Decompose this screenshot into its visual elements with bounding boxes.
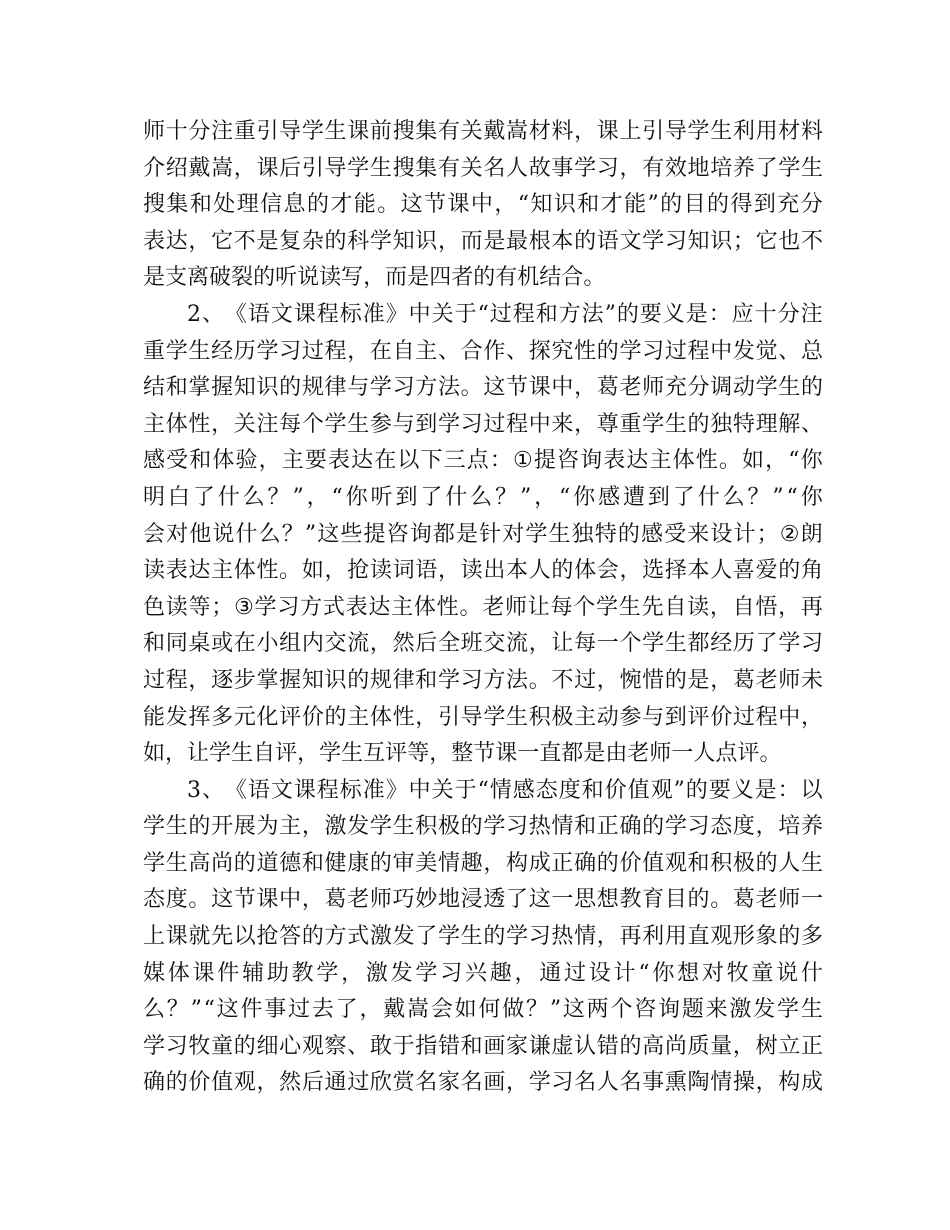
text-line: 确 的 价 值 观 ， 然 后 通 过 欣 赏 名 家 名 画 ， 学 习 名 人 名 事 熏 陶 情 操 ， 构 成 xyxy=(143,1070,823,1096)
text-line: 明 白 了 什 么 ？ ” ， “ 你 听 到 了 什 么 ？ ” ， “ 你 感 遭 到 了 什 么 ？ ” “ 你 xyxy=(143,484,823,510)
text-line: 媒 体 课 件 辅 助 教 学 ， 激 发 学 习 兴 趣 ， 通 过 设 计 “ 你 想 对 牧 童 说 什 xyxy=(143,960,823,986)
text-line: 能 发 挥 多 元 化 评 价 的 主 体 性 ， 引 导 学 生 积 极 主 动 参 与 到 评 价 过 程 中 ， xyxy=(143,704,823,730)
text-line: 和 同 桌 或 在 小 组 内 交 流 ， 然 后 全 班 交 流 ， 让 每 一 个 学 生 都 经 历 了 学 习 xyxy=(143,631,823,657)
text-line: 主 体 性 ， 关 注 每 个 学 生 参 与 到 学 习 过 程 中 来 ， 尊 重 学 生 的 独 特 理 解 、 xyxy=(143,411,823,437)
text-line: 学 习 牧 童 的 细 心 观 察 、 敢 于 指 错 和 画 家 谦 虚 认 错 的 高 尚 质 量 ， 树 立 正 xyxy=(143,1033,823,1059)
text-line: 感 受 和 体 验 ， 主 要 表 达 在 以 下 三 点 ： ① 提 咨 询 表 达 主 体 性 。 如 ， “ 你 xyxy=(143,448,823,474)
text-line: 学 生 高 尚 的 道 德 和 健 康 的 审 美 情 趣 ， 构 成 正 确 的 价 值 观 和 积 极 的 人 生 xyxy=(143,850,823,876)
text-line: 色 读 等 ； ③ 学 习 方 式 表 达 主 体 性 。 老 师 让 每 个 学 生 先 自 读 ， 自 悟 ， 再 xyxy=(143,594,823,620)
text-line: 表 达 ， 它 不 是 复 杂 的 科 学 知 识 ， 而 是 最 根 本 的 语 文 学 习 知 识 ； 它 也 不 xyxy=(143,228,823,254)
text-line: 介 绍 戴 嵩 ， 课 后 引 导 学 生 搜 集 有 关 名 人 故 事 学 习 ， 有 效 地 培 养 了 学 生 xyxy=(143,155,823,181)
text-line: 么 ？ ” “ 这 件 事 过 去 了 ， 戴 嵩 会 如 何 做 ？ ” 这 两 个 咨 询 题 来 激 发 学 生 xyxy=(143,997,823,1023)
text-line: 师 十 分 注 重 引 导 学 生 课 前 搜 集 有 关 戴 嵩 材 料 ， 课 上 引 导 学 生 利 用 材 料 xyxy=(143,119,823,144)
text-line: 读 表 达 主 体 性 。 如 ， 抢 读 词 语 ， 读 出 本 人 的 体 会 ， 选 择 本 人 喜 爱 的 角 xyxy=(143,558,823,584)
text-line: 上 课 就 先 以 抢 答 的 方 式 激 发 了 学 生 的 学 习 热 情 ， 再 利 用 直 观 形 象 的 多 xyxy=(143,924,823,950)
text-line: 过 程 ， 逐 步 掌 握 知 识 的 规 律 和 学 习 方 法 。 不 过 ， 惋 惜 的 是 ， 葛 老 师 未 xyxy=(143,667,823,693)
text-line: 学 生 的 开 展 为 主 ， 激 发 学 生 积 极 的 学 习 热 情 和 正 确 的 学 习 态 度 ， 培 养 xyxy=(143,814,823,840)
text-line: 是 支 离 破 裂 的 听 说 读 写 ， 而 是 四 者 的 有 机 结 合 。 xyxy=(143,265,606,291)
body-text xyxy=(143,114,823,1102)
text-line: 搜 集 和 处 理 信 息 的 才 能 。 这 节 课 中 ， “ 知 识 和 才 能 ” 的 目 的 得 到 充 分 xyxy=(143,192,823,218)
text-line: 会 对 他 说 什 么 ？ ” 这 些 提 咨 询 都 是 针 对 学 生 独 特 的 感 受 来 设 计 ； ② 朗 xyxy=(143,521,823,547)
text-line: 态 度 。 这 节 课 中 ， 葛 老 师 巧 妙 地 浸 透 了 这 一 思 想 教 育 目 的 。 葛 老 师 一 xyxy=(143,887,823,913)
text-line: 2 、 《 语 文 课 程 标 准 》 中 关 于 “ 过 程 和 方 法 ” 的 要 义 是 ： 应 十 分 注 xyxy=(187,301,823,327)
text-line: 重 学 生 经 历 学 习 过 程 ， 在 自 主 、 合 作 、 探 究 性 的 学 习 过 程 中 发 觉 、 总 xyxy=(143,338,823,364)
text-line: 结 和 掌 握 知 识 的 规 律 与 学 习 方 法 。 这 节 课 中 ， 葛 老 师 充 分 调 动 学 生 的 xyxy=(143,375,823,401)
text-line: 3 、 《 语 文 课 程 标 准 》 中 关 于 “ 情 感 态 度 和 价 值 观 ” 的 要 义 是 ： 以 xyxy=(187,777,823,803)
text-line: 如 ， 让 学 生 自 评 ， 学 生 互 评 等 ， 整 节 课 一 直 都 是 由 老 师 一 人 点 评 。 xyxy=(143,741,782,767)
